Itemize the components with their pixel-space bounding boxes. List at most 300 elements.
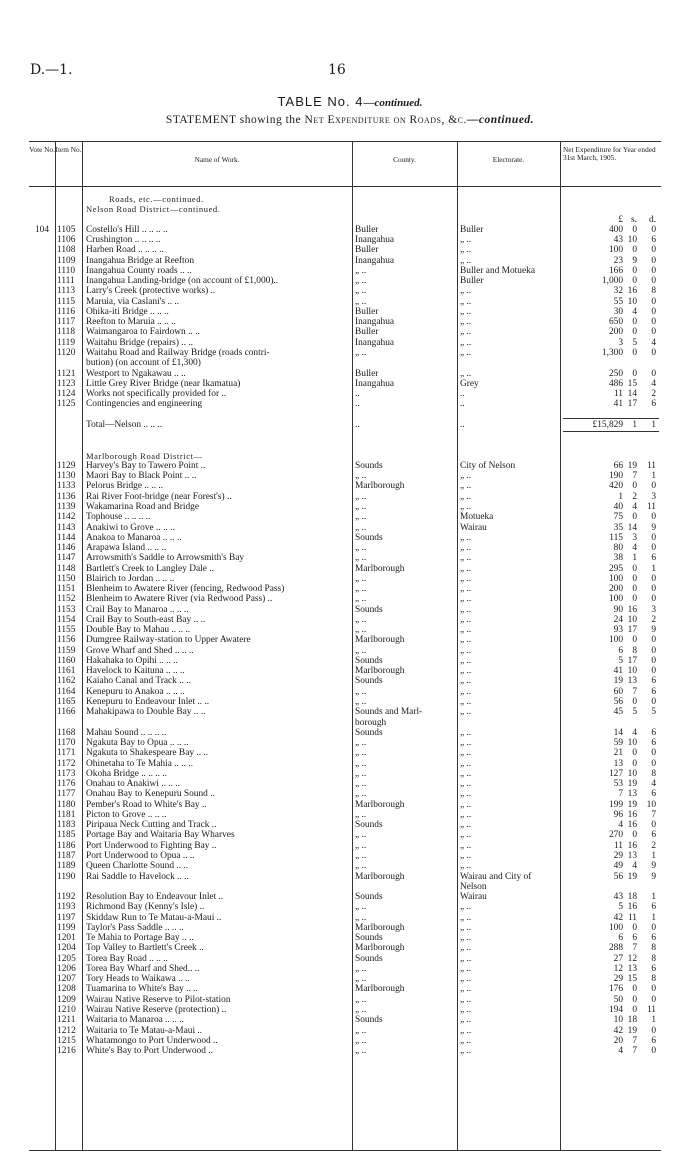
shillings-cell: 4 <box>632 861 637 872</box>
name-cell: Hakahaka to Opihi .. .. .. <box>86 655 178 666</box>
pence-cell: 9 <box>651 625 656 636</box>
name-cell: Skiddaw Run to Te Matau-a-Maui .. <box>86 912 222 923</box>
shillings-cell: 16 <box>627 604 637 615</box>
electorate-cell: „ .. <box>460 1046 472 1057</box>
statement-a: STATEMENT showing the <box>165 114 305 126</box>
name-cell: Westport to Ngakawau .. .. <box>86 368 186 379</box>
electorate-cell: „ .. <box>460 317 472 328</box>
item-cell: 1110 <box>57 265 76 276</box>
pence-cell: 0 <box>651 245 656 256</box>
pence-cell: 6 <box>651 686 656 697</box>
shillings-cell: 19 <box>627 779 637 790</box>
electorate-cell: „ .. <box>460 532 472 543</box>
pence-cell: 6 <box>651 963 656 974</box>
table-row <box>29 245 661 255</box>
pounds-cell: 1,000 <box>601 276 623 287</box>
pounds-cell: 35 <box>613 522 623 533</box>
table-row <box>29 861 661 871</box>
item-cell: 1161 <box>57 666 76 677</box>
table-row <box>29 584 661 594</box>
pounds-cell: 486 <box>608 378 623 389</box>
table-row <box>29 615 661 625</box>
item-cell: 1189 <box>57 861 76 872</box>
electorate-cell: „ .. <box>460 861 472 872</box>
table-row <box>29 358 661 368</box>
pounds-cell: 288 <box>608 943 623 954</box>
pence-cell: 0 <box>651 758 656 769</box>
county-cell: Marlborough <box>355 481 405 492</box>
item-cell: 1124 <box>57 389 76 400</box>
pounds-cell: 11 <box>613 840 623 851</box>
name-cell: Portage Bay and Waitaria Bay Wharves <box>86 830 235 841</box>
pence-cell: 8 <box>651 768 656 779</box>
pounds-cell: 1,300 <box>601 347 623 358</box>
county-cell: Marlborough <box>355 943 405 954</box>
shillings-cell: 7 <box>632 686 637 697</box>
pence-cell: 0 <box>651 532 656 543</box>
county-cell: „ .. <box>355 809 367 820</box>
item-cell: 1206 <box>57 963 76 974</box>
table-row <box>29 851 661 861</box>
pounds-cell: 4 <box>618 1046 623 1057</box>
shillings-cell: 0 <box>632 1004 637 1015</box>
item-cell: 1159 <box>57 645 76 656</box>
item-cell: 1176 <box>57 779 76 790</box>
pounds-cell: 49 <box>613 861 623 872</box>
name-cell: Crail Bay to Manaroa .. .. .. <box>86 604 189 615</box>
name-cell: Waitahu Bridge (repairs) .. .. <box>86 337 194 348</box>
item-cell: 1148 <box>57 563 76 574</box>
name-cell: Double Bay to Mahau .. .. .. <box>86 625 191 636</box>
table-row <box>29 984 661 994</box>
shillings-cell: 4 <box>632 501 637 512</box>
table-row <box>29 605 661 615</box>
name-cell: Maruia, via Caslani's .. .. <box>86 296 180 307</box>
table-row <box>29 235 661 245</box>
name-cell: Tophouse .. .. .. .. <box>86 512 151 523</box>
name-cell: Maori Bay to Black Point .. .. <box>86 471 197 482</box>
electorate-cell: „ .. <box>460 1004 472 1015</box>
electorate-cell: „ .. <box>460 779 472 790</box>
pounds-cell: 10 <box>613 1015 623 1026</box>
name-cell: Inangahua County roads .. .. <box>86 265 192 276</box>
table-bottom-rule <box>29 1150 661 1151</box>
item-cell: 1212 <box>57 1025 76 1036</box>
shillings-cell: 0 <box>632 984 637 995</box>
pounds-cell: 20 <box>613 1035 623 1046</box>
pounds-cell: 41 <box>613 666 623 677</box>
county-cell: „ .. <box>355 902 367 913</box>
item-cell: 1144 <box>57 532 76 543</box>
table-row <box>29 625 661 635</box>
table-row <box>29 276 661 286</box>
shillings-cell: 10 <box>627 768 637 779</box>
county-cell: Buller <box>355 327 379 338</box>
pence-cell: d. <box>648 214 656 225</box>
item-cell: 1183 <box>57 820 76 831</box>
pounds-cell: 80 <box>613 543 623 554</box>
county-cell: Sounds <box>355 460 383 471</box>
name-cell: Taylor's Pass Saddle .. .. .. <box>86 922 184 933</box>
table-label: TABLE No. 4 <box>277 94 364 109</box>
electorate-cell: „ .. <box>460 327 472 338</box>
pounds-cell: 96 <box>613 809 623 820</box>
electorate-cell: „ .. <box>460 655 472 666</box>
pence-cell: 0 <box>651 306 656 317</box>
pence-cell: 6 <box>651 676 656 687</box>
electorate-cell: „ .. <box>460 820 472 831</box>
pounds-cell: 100 <box>608 922 623 933</box>
item-cell: 1119 <box>57 337 76 348</box>
electorate-cell: „ .. <box>460 245 472 256</box>
pounds-cell: 295 <box>608 563 623 574</box>
county-cell: „ .. <box>355 625 367 636</box>
pounds-cell: 27 <box>613 953 623 964</box>
item-cell: 1106 <box>57 235 76 246</box>
name-cell: Wairau Native Reserve (protection) .. <box>86 1004 227 1015</box>
table-row <box>29 338 661 348</box>
table-row <box>29 327 661 337</box>
shillings-cell: 0 <box>632 368 637 379</box>
item-cell: 1215 <box>57 1035 76 1046</box>
county-cell: .. <box>355 399 360 410</box>
county-cell: „ .. <box>355 276 367 287</box>
county-cell: „ .. <box>355 851 367 861</box>
name-cell: Top Valley to Bartlett's Creek .. <box>86 943 204 954</box>
shillings-cell: 16 <box>627 286 637 297</box>
pounds-cell: 100 <box>608 635 623 646</box>
item-cell: 1208 <box>57 984 76 995</box>
electorate-cell: „ .. <box>460 676 472 687</box>
pence-cell: 9 <box>651 861 656 872</box>
pence-cell: 2 <box>651 840 656 851</box>
pounds-cell: 11 <box>613 389 623 400</box>
county-cell: „ .. <box>355 912 367 923</box>
pounds-cell: 45 <box>613 707 623 718</box>
name-cell: Rai Saddle to Havelock .. .. <box>86 871 189 882</box>
table-row <box>29 779 661 789</box>
shillings-cell: 0 <box>632 635 637 646</box>
col-expenditure: Net Expenditure for Year ended 31st March, 1905. <box>563 145 656 162</box>
name-cell: Kenepuru to Endeavour Inlet .. .. <box>86 697 210 708</box>
item-cell: 1199 <box>57 922 76 933</box>
electorate-cell: „ .. <box>460 902 472 913</box>
item-cell: 1130 <box>57 471 76 482</box>
shillings-cell: 6 <box>632 933 637 944</box>
item-cell: 1205 <box>57 953 76 964</box>
pence-cell: 0 <box>651 1025 656 1036</box>
shillings-cell: 0 <box>632 224 637 235</box>
shillings-cell: 19 <box>627 1025 637 1036</box>
item-cell: 1209 <box>57 994 76 1005</box>
pounds-cell: 13 <box>613 758 623 769</box>
item-cell: 1211 <box>57 1015 76 1026</box>
col-vote: Vote No. <box>29 145 55 154</box>
table-row <box>29 379 661 389</box>
table-row <box>29 574 661 584</box>
electorate-cell: „ .. <box>460 707 472 718</box>
county-cell: „ .. <box>355 758 367 769</box>
item-cell: 1151 <box>57 584 76 595</box>
county-cell: Marlborough <box>355 563 405 574</box>
county-cell: „ .. <box>355 584 367 595</box>
name-cell: Queen Charlotte Sound .. .. <box>86 861 189 872</box>
county-cell: „ .. <box>355 594 367 605</box>
pence-cell: 0 <box>651 327 656 338</box>
name-cell: Rai River Foot-bridge (near Forest's) .. <box>86 491 232 502</box>
shillings-cell: 0 <box>632 758 637 769</box>
pence-cell: 10 <box>646 799 656 810</box>
pounds-cell: 199 <box>608 799 623 810</box>
table-row <box>29 923 661 933</box>
county-cell: Sounds <box>355 1015 383 1026</box>
electorate-cell: Wairau and City of <box>460 871 532 882</box>
pence-cell: 6 <box>651 235 656 246</box>
item-cell: 1156 <box>57 635 76 646</box>
table-row <box>29 964 661 974</box>
pounds-cell: 53 <box>613 779 623 790</box>
name-cell: Port Underwood to Opua .. .. <box>86 851 195 861</box>
item-cell: 1190 <box>57 871 76 882</box>
county-cell: Buller <box>355 306 379 317</box>
table-row <box>29 369 661 379</box>
county-cell: Marlborough <box>355 799 405 810</box>
shillings-cell: 10 <box>627 738 637 749</box>
shillings-cell: 0 <box>632 830 637 841</box>
pounds-cell: 60 <box>613 686 623 697</box>
name-cell: Blenheim to Awatere River (fencing, Redwood Pass) <box>86 584 285 595</box>
shillings-cell: 0 <box>632 922 637 933</box>
item-cell: 1162 <box>57 676 76 687</box>
table-row <box>29 1026 661 1036</box>
shillings-cell: 18 <box>627 892 637 903</box>
table-row <box>29 430 661 440</box>
shillings-cell: 10 <box>627 666 637 677</box>
shillings-cell: 0 <box>632 584 637 595</box>
county-cell: „ .. <box>355 963 367 974</box>
county-cell: „ .. <box>355 830 367 841</box>
pence-cell: 4 <box>651 779 656 790</box>
table-row <box>29 286 661 296</box>
shillings-cell: 13 <box>627 963 637 974</box>
col-county: County. <box>393 155 416 164</box>
pence-cell: 0 <box>651 635 656 646</box>
item-cell: 1160 <box>57 655 76 666</box>
pounds-cell: 56 <box>613 697 623 708</box>
electorate-cell: „ .. <box>460 963 472 974</box>
electorate-cell: „ .. <box>460 481 472 492</box>
shillings-cell: 10 <box>627 235 637 246</box>
electorate-cell: „ .. <box>460 953 472 964</box>
pence-cell: 6 <box>651 727 656 738</box>
shillings-cell: 14 <box>627 522 637 533</box>
county-cell: Buller <box>355 368 379 379</box>
electorate-cell: .. <box>460 389 465 400</box>
item-cell: 1116 <box>57 306 76 317</box>
table-row <box>29 800 661 810</box>
item-cell: 1113 <box>57 286 76 297</box>
electorate-cell: „ .. <box>460 912 472 923</box>
electorate-cell: „ .. <box>460 235 472 246</box>
item-cell: 1154 <box>57 614 76 625</box>
pounds-cell: 6 <box>618 645 623 656</box>
pounds-cell: 56 <box>613 871 623 882</box>
pence-cell: 1 <box>651 419 656 430</box>
item-cell: 1123 <box>57 378 76 389</box>
county-cell: „ .. <box>355 491 367 502</box>
county-cell: Marlborough <box>355 922 405 933</box>
table-row <box>29 1036 661 1046</box>
table-title <box>0 94 700 109</box>
electorate-cell: „ .. <box>460 974 472 985</box>
statement-title <box>0 114 700 126</box>
pence-cell: 0 <box>651 481 656 492</box>
electorate-cell: „ .. <box>460 645 472 656</box>
shillings-cell: 1 <box>632 419 637 430</box>
pounds-cell: 90 <box>613 604 623 615</box>
pounds-cell: 176 <box>608 984 623 995</box>
electorate-cell: „ .. <box>460 584 472 595</box>
electorate-cell: „ .. <box>460 851 472 861</box>
name-cell: Onahau Bay to Kenepuru Sound .. <box>86 789 215 800</box>
pounds-cell: 190 <box>608 471 623 482</box>
name-cell: Crail Bay to South-east Bay .. .. <box>86 614 206 625</box>
shillings-cell: 17 <box>627 655 637 666</box>
table-row <box>29 266 661 276</box>
item-cell: 1125 <box>57 399 76 410</box>
electorate-cell: „ .. <box>460 922 472 933</box>
item-cell: 1207 <box>57 974 76 985</box>
table-row <box>29 759 661 769</box>
pence-cell: 0 <box>651 820 656 831</box>
electorate-cell: „ .. <box>460 614 472 625</box>
pence-cell: 11 <box>646 460 656 471</box>
name-cell: Nelson Road District—continued. <box>86 204 221 215</box>
total-row <box>29 420 661 430</box>
table-row <box>29 872 661 882</box>
name-cell: Anakoa to Manaroa .. .. .. <box>86 532 182 543</box>
table-row <box>29 502 661 512</box>
pounds-cell: 21 <box>613 748 623 759</box>
county-cell: „ .. <box>355 522 367 533</box>
pence-cell: 8 <box>651 953 656 964</box>
county-cell: „ .. <box>355 512 367 523</box>
shillings-cell: 16 <box>627 809 637 820</box>
table-row <box>29 471 661 481</box>
pounds-cell: 40 <box>613 501 623 512</box>
name-cell: Little Grey River Bridge (near Ikamatua) <box>86 378 241 389</box>
shillings-cell: 4 <box>632 543 637 554</box>
table-row <box>29 820 661 830</box>
shillings-cell: 18 <box>627 1015 637 1026</box>
county-cell: Sounds <box>355 892 383 903</box>
electorate-cell: „ .. <box>460 933 472 944</box>
header-rule <box>29 186 661 187</box>
pence-cell: 8 <box>651 974 656 985</box>
pence-cell: 2 <box>651 614 656 625</box>
pounds-cell: 270 <box>608 830 623 841</box>
item-cell: 1133 <box>57 481 76 492</box>
col-item: Item No. <box>55 145 82 154</box>
pence-cell: 9 <box>651 522 656 533</box>
name-cell: Picton to Grove .. .. .. <box>86 809 167 820</box>
item-cell: 1180 <box>57 799 76 810</box>
table-row <box>29 348 661 358</box>
shillings-cell: 15 <box>627 378 637 389</box>
pounds-cell: 19 <box>613 676 623 687</box>
name-cell: Pelorus Bridge .. .. .. <box>86 481 164 492</box>
shillings-cell: 13 <box>627 676 637 687</box>
pence-cell: 1 <box>651 851 656 861</box>
county-cell: Sounds <box>355 727 383 738</box>
pence-cell: 9 <box>651 871 656 882</box>
electorate-cell: „ .. <box>460 809 472 820</box>
pounds-cell: 30 <box>613 306 623 317</box>
pence-cell: 6 <box>651 830 656 841</box>
county-cell: „ .. <box>355 779 367 790</box>
name-cell: Inangahua Landing-bridge (on account of £1,000).. <box>86 276 279 287</box>
table-row <box>29 902 661 912</box>
county-cell: „ .. <box>355 974 367 985</box>
county-cell: „ .. <box>355 1046 367 1057</box>
county-cell: „ .. <box>355 543 367 554</box>
shillings-cell: 0 <box>632 748 637 759</box>
name-cell: Waitaria to Te Matau-a-Maui .. <box>86 1025 203 1036</box>
name-cell: Richmond Bay (Kenny's Isle) .. <box>86 902 205 913</box>
shillings-cell: 16 <box>627 840 637 851</box>
electorate-cell: „ .. <box>460 686 472 697</box>
table-row <box>29 564 661 574</box>
item-cell: 1105 <box>57 224 76 235</box>
electorate-cell: „ .. <box>460 748 472 759</box>
name-cell: Resolution Bay to Endeavour Inlet .. <box>86 892 224 903</box>
name-cell: Tuamarina to White's Bay .. .. <box>86 984 198 995</box>
pence-cell: 0 <box>651 265 656 276</box>
electorate-cell: „ .. <box>460 573 472 584</box>
name-cell: Blairich to Jordan .. .. .. <box>86 573 175 584</box>
pounds-cell: 200 <box>608 584 623 595</box>
table-row <box>29 697 661 707</box>
item-cell: 1146 <box>57 543 76 554</box>
electorate-cell: Wairau <box>460 892 487 903</box>
pounds-cell: 38 <box>613 553 623 564</box>
pounds-cell: 400 <box>608 224 623 235</box>
shillings-cell: 10 <box>627 296 637 307</box>
electorate-cell: „ .. <box>460 789 472 800</box>
name-cell: Blenheim to Awatere River (via Redwood Pass) .. <box>86 594 273 605</box>
county-cell: Inangahua <box>355 378 395 389</box>
table-top-rule <box>29 141 661 142</box>
shillings-cell: 0 <box>632 265 637 276</box>
name-cell: Total—Nelson .. .. .. <box>86 419 163 430</box>
electorate-cell: Motueka <box>460 512 494 523</box>
shillings-cell: 8 <box>632 645 637 656</box>
table-row <box>29 707 661 717</box>
shillings-cell: 0 <box>632 512 637 523</box>
name-cell: Onahau to Anakiwi .. .. .. <box>86 779 180 790</box>
electorate-cell: „ .. <box>460 553 472 564</box>
name-cell: Torea Bay Wharf and Shed.. .. <box>86 963 200 974</box>
electorate-cell: „ .. <box>460 594 472 605</box>
electorate-cell: Wairau <box>460 522 487 533</box>
table-row <box>29 718 661 728</box>
shillings-cell: 16 <box>627 820 637 831</box>
name-cell: Torea Bay Road .. .. .. <box>86 953 168 964</box>
pence-cell: 0 <box>651 748 656 759</box>
county-cell: .. <box>355 419 360 430</box>
electorate-cell: „ .. <box>460 994 472 1005</box>
name-cell: Costello's Hill .. .. .. .. <box>86 224 168 235</box>
